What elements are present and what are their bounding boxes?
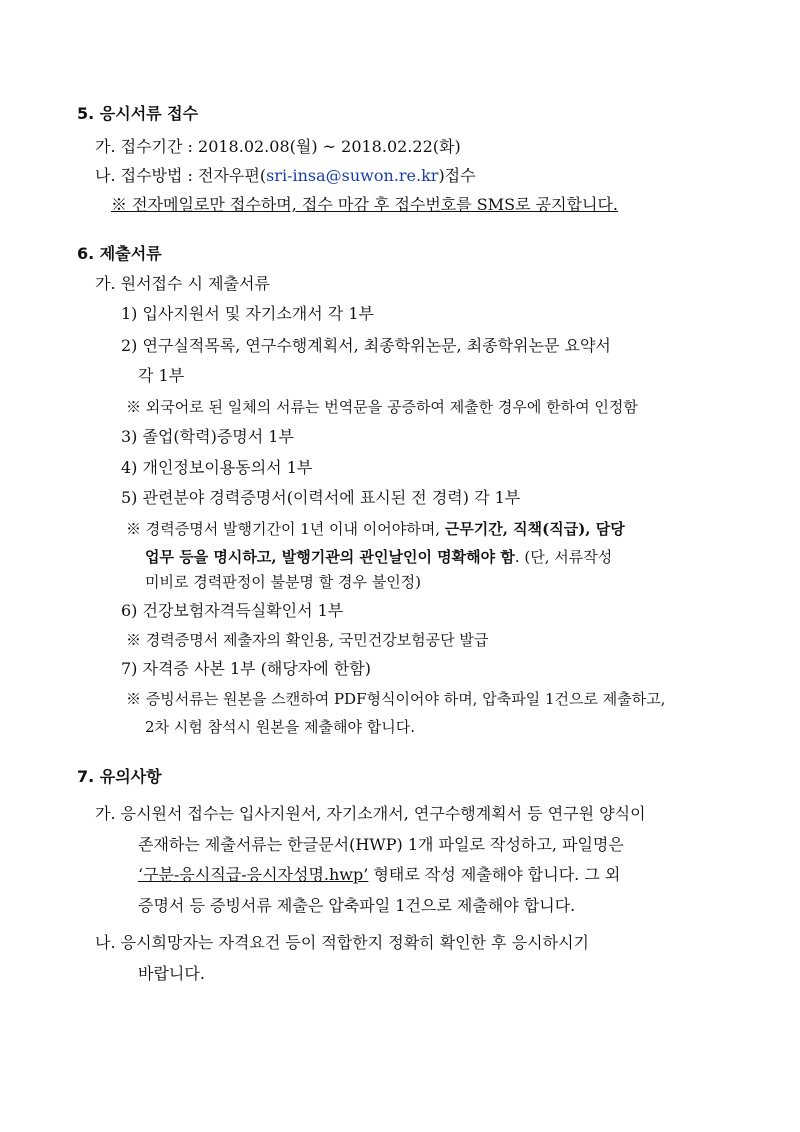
doc-note-2-line1 — [126, 519, 625, 539]
doc-item-7: 7) 자격증 사본 1부 (해당자에 한함) — [121, 659, 371, 678]
reception-period: 가. 접수기간 : 2018.02.08(월) ~ 2018.02.22(화) — [95, 137, 461, 156]
doc-item-2-cont: 각 1부 — [138, 366, 185, 385]
doc-item-6: 6) 건강보험자격득실확인서 1부 — [121, 601, 344, 620]
reception-method-suffix: )접수 — [438, 166, 476, 185]
doc-note-2-paren: . (단, 서류작성 — [514, 548, 613, 566]
section-6-heading: 6. 제출서류 — [77, 244, 162, 263]
section-7-heading: 7. 유의사항 — [77, 767, 162, 786]
submission-docs-intro: 가. 원서접수 시 제출서류 — [95, 274, 270, 293]
reception-method-prefix: 나. 접수방법 : 전자우편( — [95, 166, 267, 185]
caution-a-line4: 증명서 등 증빙서류 제출은 압축파일 1건으로 제출해야 합니다. — [138, 896, 576, 915]
doc-item-2: 2) 연구실적목록, 연구수행계획서, 최종학위논문, 최종학위논문 요약서 — [121, 336, 611, 355]
doc-note-4-line1: ※ 증빙서류는 원본을 스캔하여 PDF형식이어야 하며, 압축파일 1건으로 제출하고, — [126, 690, 666, 708]
caution-a-line3-text: 형태로 작성 제출해야 합니다. 그 외 — [368, 865, 621, 884]
caution-a-line3 — [138, 865, 620, 885]
doc-item-4: 4) 개인정보이용동의서 1부 — [121, 458, 313, 477]
doc-note-2-line3: 미비로 경력판정이 불분명 할 경우 불인정) — [145, 573, 422, 591]
section-5-heading: 5. 응시서류 접수 — [77, 104, 199, 123]
doc-note-2-text: ※ 경력증명서 발행기간이 1년 이내 이어야하며, — [126, 520, 445, 538]
caution-a-line1: 가. 응시원서 접수는 입사지원서, 자기소개서, 연구수행계획서 등 연구원 양식이 — [95, 804, 646, 823]
caution-b-line2: 바랍니다. — [138, 964, 205, 983]
doc-note-2-line2 — [145, 547, 612, 567]
doc-item-3: 3) 졸업(학력)증명서 1부 — [121, 427, 294, 446]
doc-note-1: ※ 외국어로 된 일체의 서류는 번역문을 공증하여 제출한 경우에 한하여 인정함 — [126, 398, 638, 416]
caution-a-line2: 존재하는 제출서류는 한글문서(HWP) 1개 파일로 작성하고, 파일명은 — [138, 835, 624, 854]
reception-method — [95, 166, 476, 186]
caution-b-line1: 나. 응시희망자는 자격요건 등이 적합한지 정확히 확인한 후 응시하시기 — [95, 933, 589, 952]
doc-note-2-bold: 근무기간, 직책(직급), 담당 — [444, 520, 625, 538]
email-link[interactable]: sri-insa@suwon.re.kr — [266, 166, 439, 185]
doc-item-1: 1) 입사지원서 및 자기소개서 각 1부 — [121, 304, 374, 323]
doc-note-2-bold-cont: 업무 등을 명시하고, 발행기관의 관인날인이 명확해야 함 — [145, 548, 515, 566]
doc-note-3: ※ 경력증명서 제출자의 확인용, 국민건강보험공단 발급 — [126, 631, 489, 649]
reception-note: ※ 전자메일로만 접수하며, 접수 마감 후 접수번호를 SMS로 공지합니다. — [111, 195, 619, 214]
doc-item-5: 5) 관련분야 경력증명서(이력서에 표시된 전 경력) 각 1부 — [121, 488, 521, 507]
filename-format: ‘구분-응시직급-응시자성명.hwp’ — [138, 865, 369, 884]
doc-note-4-line2: 2차 시험 참석시 원본을 제출해야 합니다. — [145, 718, 415, 736]
